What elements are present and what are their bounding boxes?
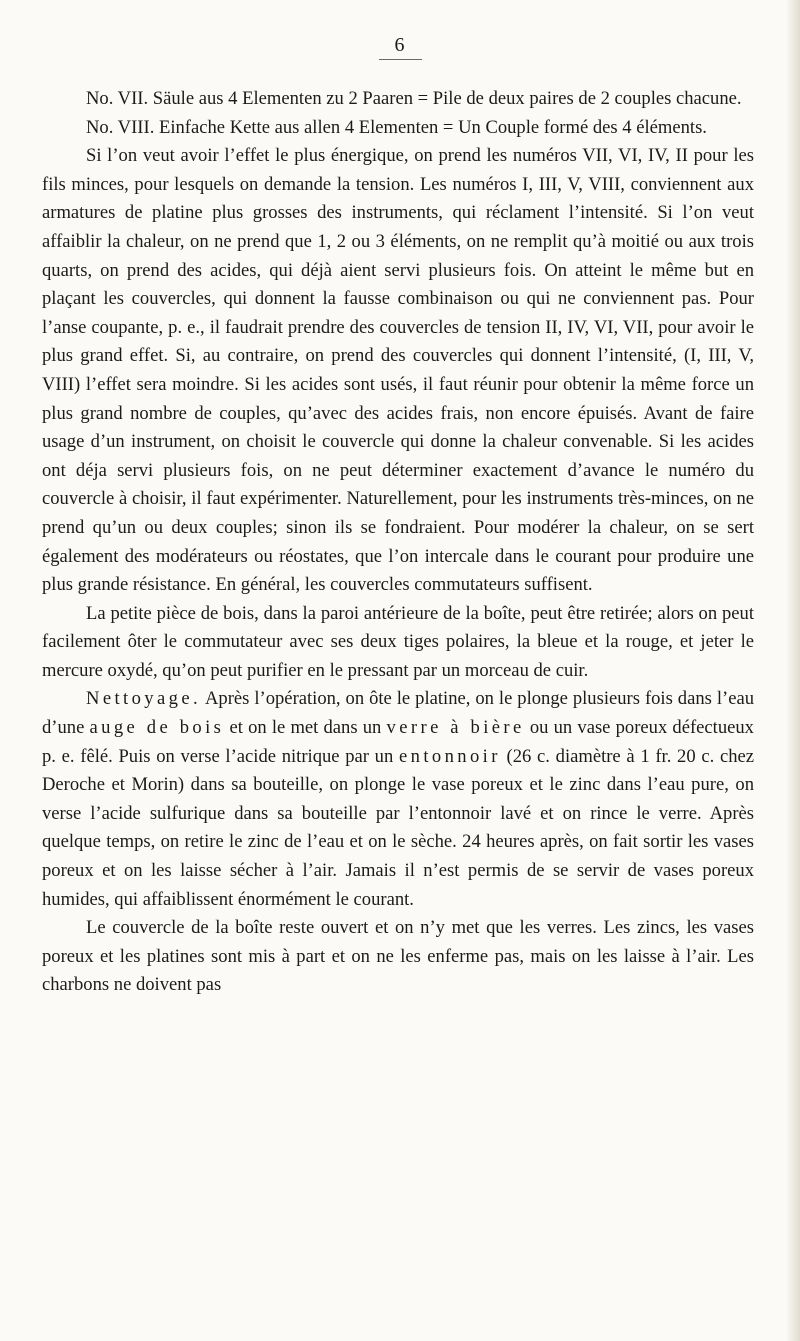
- spaced-term: auge de bois: [89, 717, 225, 739]
- text-segment: Après l’opération, on ôte le platine, on le plonge plusieurs fois dans l’eau d’une: [42, 688, 754, 739]
- spaced-term: Nettoyage.: [86, 688, 202, 710]
- paragraph-piece-de-bois: [42, 600, 754, 686]
- text-segment: La petite pièce de bois, dans la paroi antérieure de la boîte, peut être retirée; alors on peut facilement ôter le commutateur avec ses deux tiges polaires, la bleue et la rouge, et jeter le mercure oxydé, qu’on peut purifier en le pressant par un morceau de cuir.: [42, 602, 754, 681]
- paragraph-nettoyage: [42, 685, 754, 914]
- text-segment: ou un vase poreux défectueux p. e. fêlé. Puis on verse l’acide nitrique par un: [42, 717, 754, 767]
- paragraph-no7: [42, 85, 754, 114]
- page-number-area: [0, 34, 800, 60]
- text-segment: No. VIII. Einfache Kette aus allen 4 Elementen = Un Couple formé des 4 éléments.: [86, 116, 707, 138]
- paragraph-no8: [42, 114, 754, 143]
- spaced-term: entonnoir: [398, 745, 501, 767]
- text-segment: et on le met dans un: [224, 717, 387, 739]
- text-segment: No. VII. Säule aus 4 Elementen zu 2 Paaren = Pile de deux paires de 2 couples chacune.: [86, 88, 742, 109]
- text-segment: (26 c. diamètre à 1 fr. 20 c. chez Deroche et Morin) dans sa bouteille, on plonge le vase poreux et le zinc dans l’eau pure, on verse l’acide sulfurique dans sa bouteille par l’entonnoir lavé et on rince le verre. Après quelque temps, on retire le zinc de l’eau et on le sèche. 24 heures après, on fait sortir les vases poreux et on les laisse sécher à l’air. Jamais il n’est permis de se servir de vases poreux humides, qui affaiblissent énormément le courant.: [42, 745, 754, 910]
- body-text: [42, 85, 754, 1000]
- text-segment: Le couvercle de la boîte reste ouvert et on n’y met que les verres. Les zincs, les vases poreux et les platines sont mis à part et on ne les enferme pas, mais on les laisse à l’air. Les charbons ne doivent pas: [42, 917, 754, 996]
- spaced-term: verre à bière: [386, 717, 525, 739]
- page-edge-shadow: [786, 0, 800, 1341]
- page-number: 6: [379, 34, 422, 60]
- text-segment: Si l’on veut avoir l’effet le plus énergique, on prend les numéros VII, VI, IV, II pour les fils minces, pour lesquels on demande la tension. Les numéros I, III, V, VIII, conviennent aux armatures de platine plus grosses des instruments, qui réclament l’intensité. Si l’on veut affaiblir la chaleur, on ne prend que 1, 2 ou 3 éléments, on ne remplit qu’à moitié ou aux trois quarts, on prend des acides, qui déjà aient servi plusieurs fois. On atteint le même but en plaçant les couvercles, qui donnent la fausse combinaison ou qui ne conviennent pas. Pour l’anse coupante, p. e., il faudrait prendre des couvercles de tension II, IV, VI, VII, pour avoir le plus grand effet. Si, au contraire, on prend des couvercles qui donnent l’intensité, (I, III, V, VIII) l’effet sera moindre. Si les acides sont usés, il faut réunir pour obtenir la même force un plus grand nombre de couples, qu’avec des acides frais, non encore épuisés. Avant de faire usage d’un instrument, on choisit le couvercle qui donne la chaleur convenable. Si les acides ont déja servi plusieurs fois, on ne peut déterminer exactement d’avance le numéro du couvercle à choisir, il faut expérimenter. Naturellement, pour les instruments très-minces, on ne prend qu’un ou deux couples; sinon ils se fondraient. Pour modérer la chaleur, on se sert également des modérateurs ou réostates, que l’on intercale dans le courant pour produire une plus grande résistance. En général, les couvercles commutateurs suffisent.: [42, 145, 754, 596]
- paragraph-couvercle: [42, 914, 754, 1000]
- paragraph-effet: [42, 142, 754, 600]
